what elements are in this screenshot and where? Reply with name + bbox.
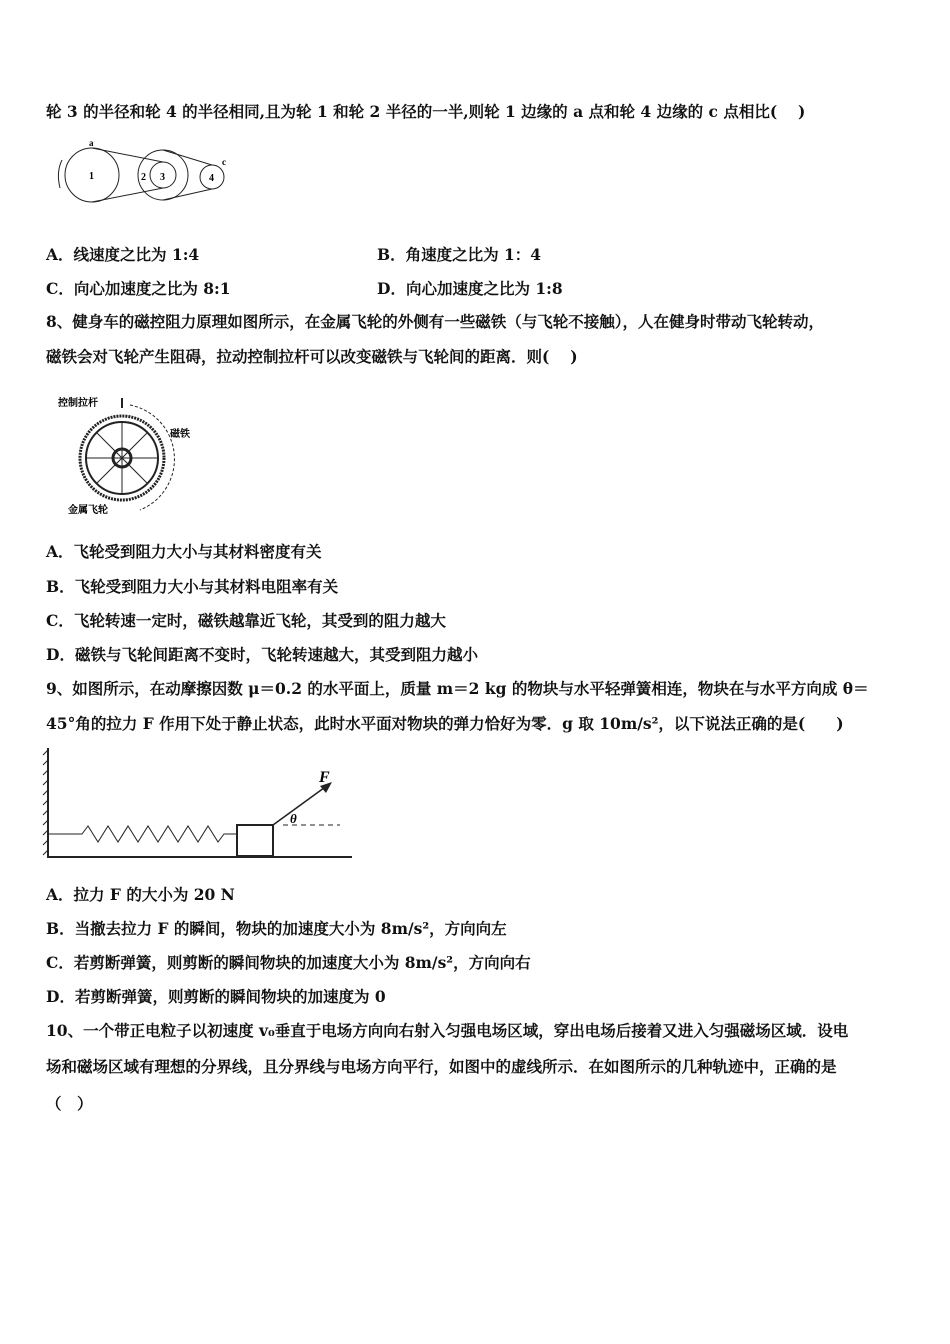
q7-option-d: D．向心加速度之比为 1:8	[377, 279, 563, 298]
q9-option-b: B．当撤去拉力 F 的瞬间，物块的加速度大小为 8m/s²，方向向左	[46, 919, 507, 938]
q10-stem-line2: 场和磁场区域有理想的分界线，且分界线与电场方向平行，如图中的虚线所示．在如图所示的几种轨迹中，正确的是	[46, 1057, 837, 1076]
q8-option-a: A．飞轮受到阻力大小与其材料密度有关	[46, 542, 322, 561]
label-2: 2	[141, 172, 146, 183]
q8-stem-line2: 磁铁会对飞轮产生阻碍，拉动控制拉杆可以改变磁铁与飞轮间的距离．则( )	[46, 347, 578, 366]
label-flywheel: 金属飞轮	[68, 505, 108, 516]
label-a: a	[89, 138, 94, 148]
q7-option-a: A．线速度之比为 1:4	[46, 245, 200, 264]
q8-stem-line1: 8、健身车的磁控阻力原理如图所示，在金属飞轮的外侧有一些磁铁（与飞轮不接触），人在健身时带动飞轮转动，	[46, 312, 825, 331]
q9-option-a: A．拉力 F 的大小为 20 N	[46, 885, 235, 904]
label-1: 1	[89, 171, 94, 182]
label-c: c	[222, 157, 226, 167]
q10-stem-line3: （ ）	[46, 1094, 93, 1113]
q9-stem-line2: 45°角的拉力 F 作用下处于静止状态，此时水平面对物块的弹力恰好为零．g 取 10m/s²，以下说法正确的是( )	[46, 714, 844, 733]
label-F: F	[319, 769, 330, 786]
q7-option-c: C．向心加速度之比为 8:1	[46, 279, 231, 298]
label-4: 4	[209, 173, 214, 184]
q7-stem: 轮 3 的半径和轮 4 的半径相同,且为轮 1 和轮 2 半径的一半,则轮 1 边缘的 a 点和轮 4 边缘的 c 点相比( )	[46, 102, 806, 121]
label-3: 3	[160, 172, 165, 183]
q9-stem-line1: 9、如图所示，在动摩擦因数 μ＝0.2 的水平面上，质量 m＝2 kg 的物块与水平轻弹簧相连，物块在与水平方向成 θ＝	[46, 679, 869, 698]
label-control-rod: 控制拉杆	[58, 398, 98, 409]
q8-option-c: C．飞轮转速一定时，磁铁越靠近飞轮，其受到的阻力越大	[46, 611, 446, 630]
q10-stem-line1: 10、一个带正电粒子以初速度 v₀垂直于电场方向向右射入匀强电场区域，穿出电场后接着又进入匀强磁场区域．设电	[46, 1021, 849, 1040]
label-theta: θ	[290, 811, 297, 826]
q7-option-b: B．角速度之比为 1：4	[377, 245, 542, 264]
q8-option-b: B．飞轮受到阻力大小与其材料电阻率有关	[46, 577, 339, 596]
q9-option-d: D．若剪断弹簧，则剪断的瞬间物块的加速度为 0	[46, 987, 386, 1006]
q8-option-d: D．磁铁与飞轮间距离不变时，飞轮转速越大，其受到阻力越小	[46, 645, 478, 664]
q9-option-c: C．若剪断弹簧，则剪断的瞬间物块的加速度大小为 8m/s²，方向向右	[46, 953, 531, 972]
label-magnet: 磁铁	[170, 429, 190, 440]
